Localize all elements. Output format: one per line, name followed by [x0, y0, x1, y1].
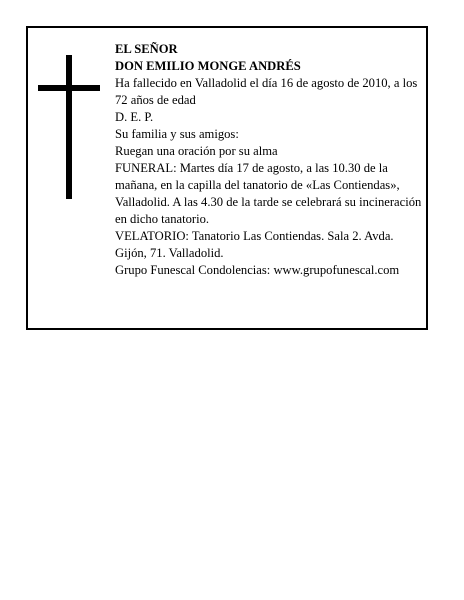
dep-line: D. E. P. [115, 110, 154, 124]
heading-title: EL SEÑOR [115, 42, 178, 56]
velatorio-info: VELATORIO: Tanatorio Las Contiendas. Sala 2. Avda. Gijón, 71. Valladolid. [115, 229, 394, 260]
cross-vertical-bar [66, 55, 72, 199]
prayer-line: Ruegan una oración por su alma [115, 144, 278, 158]
obituary-notice [26, 26, 428, 330]
notice-text [115, 41, 427, 279]
family-line: Su familia y sus amigos: [115, 127, 239, 141]
funeral-info: FUNERAL: Martes día 17 de agosto, a las 10.30 de la mañana, en la capilla del tanatorio de «Las Contiendas», Valladolid. A las 4.30 de la tarde se celebrará su incineración en dicho tanatorio. [115, 161, 422, 226]
funeral-home-link: Grupo Funescal Condolencias: www.grupofunescal.com [115, 263, 400, 277]
deceased-name: DON EMILIO MONGE ANDRÉS [115, 59, 301, 73]
cross-horizontal-bar [38, 85, 100, 91]
death-info: Ha fallecido en Valladolid el día 16 de agosto de 2010, a los 72 años de edad [115, 76, 418, 107]
cross-icon [38, 55, 100, 199]
